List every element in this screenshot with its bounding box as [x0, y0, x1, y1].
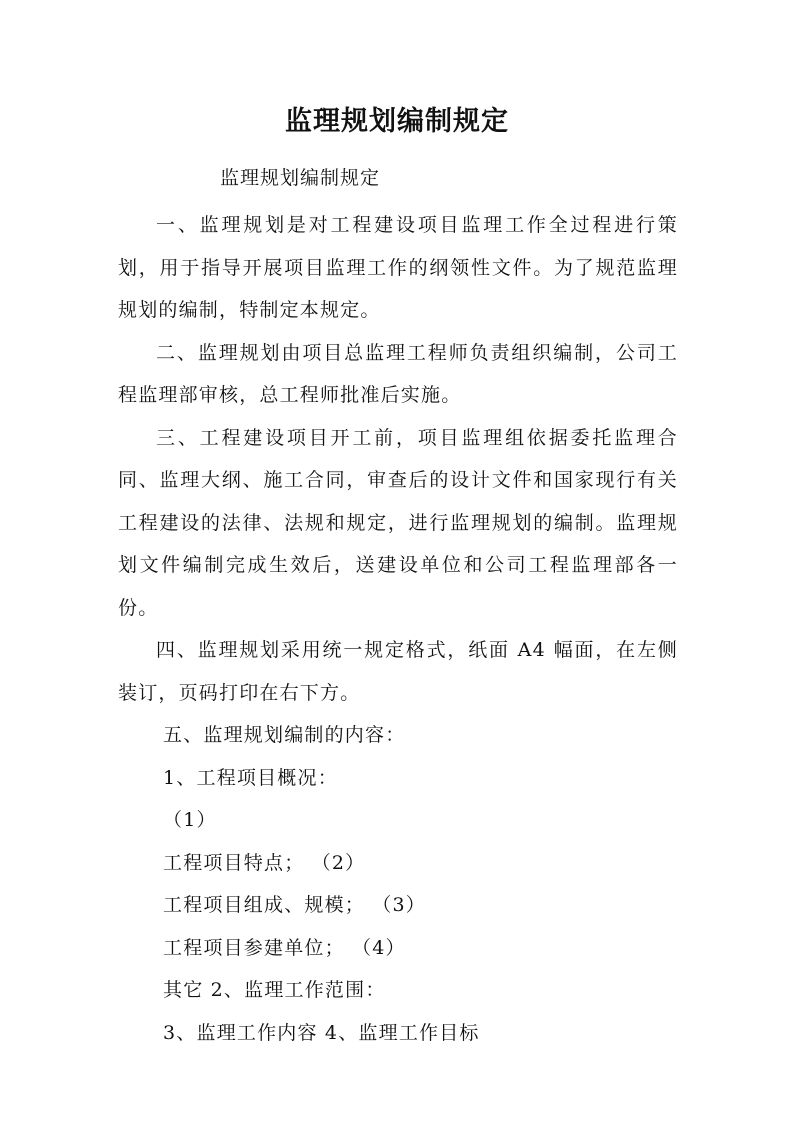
paragraph-3: 三、工程建设项目开工前，项目监理组依据委托监理合同、监理大纲、施工合同，审查后的设计文件和国家现行有关工程建设的法律、法规和规定，进行监理规划的编制。监理规划文件编制完成生效后，送建设单位和公司工程监理部各一份。 [118, 426, 678, 619]
list-item: 工程项目组成、规模； （3） [163, 894, 426, 916]
list-item: 其它 2、监理工作范围： [163, 979, 386, 1001]
paragraph-4: 四、监理规划采用统一规定格式，纸面 A4 幅面，在左侧装订，页码打印在右下方。 [118, 639, 678, 704]
paragraph-1: 一、监理规划是对工程建设项目监理工作全过程进行策划，用于指导开展项目监理工作的纲领性文件。为了规范监理规划的编制，特制定本规定。 [118, 214, 678, 321]
document-body [118, 204, 678, 1054]
list-item: （1） [163, 809, 217, 831]
contents-heading: 五、监理规划编制的内容： [163, 724, 406, 746]
document-title: 监理规划编制规定 [285, 106, 509, 137]
document-subtitle: 监理规划编制规定 [220, 167, 381, 189]
list-item: 工程项目参建单位； （4） [163, 936, 406, 959]
list-item: 3、监理工作内容 4、监理工作目标 [163, 1021, 480, 1044]
list-item: 1、工程项目概况： [163, 766, 338, 789]
list-item: 工程项目特点； （2） [163, 851, 366, 874]
paragraph-2: 二、监理规划由项目总监理工程师负责组织编制，公司工程监理部审核，总工程师批准后实施。 [118, 341, 678, 406]
